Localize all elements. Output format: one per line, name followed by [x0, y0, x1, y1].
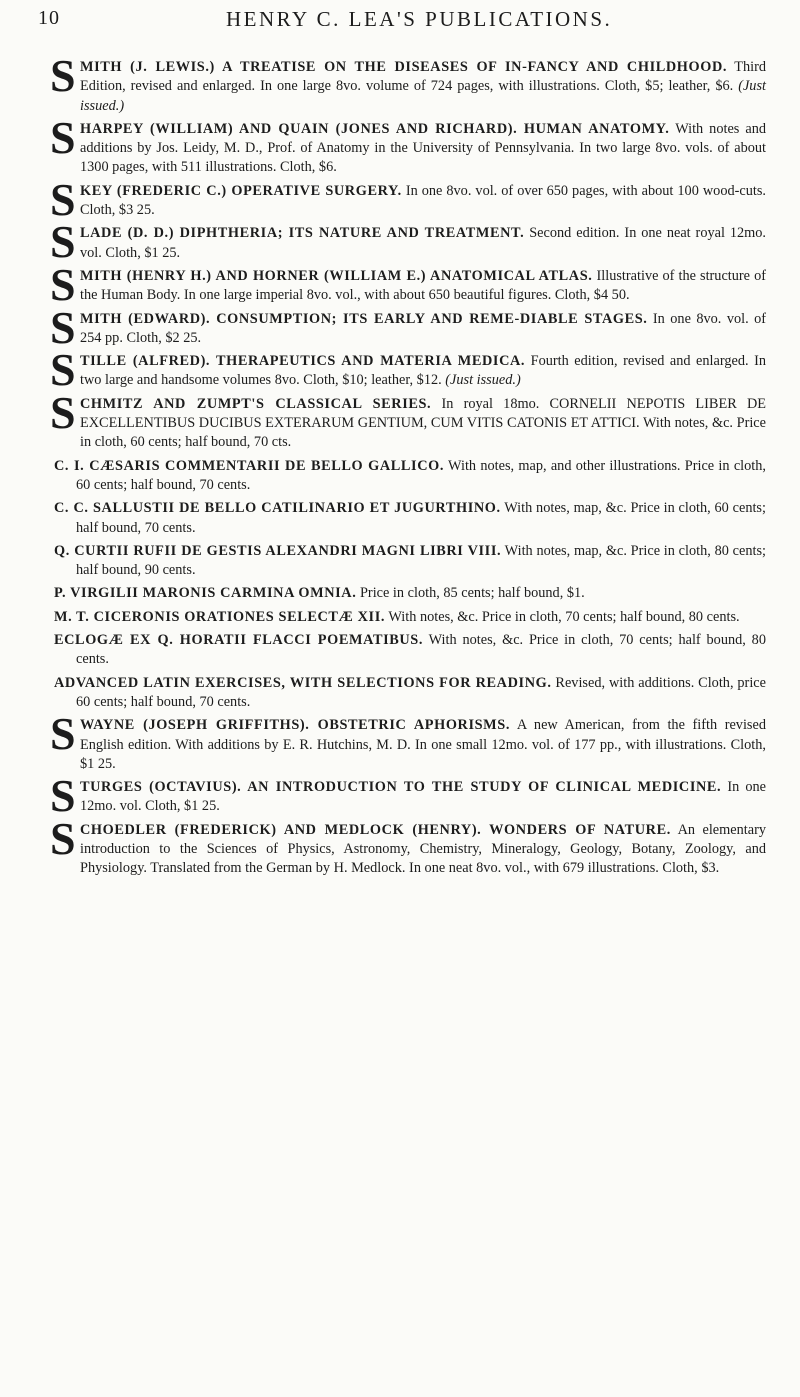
catalog-entry: [50, 770, 766, 822]
entry-heading: KEY (FREDERIC C.) OPERATIVE SURGERY.: [80, 182, 402, 199]
entry-heading: TURGES (OCTAVIUS). AN INTRODUCTION TO THE STUDY OF CLINICAL MEDICINE.: [80, 779, 722, 796]
running-header: [38, 7, 766, 37]
entry-description: In royal 18mo. CORNELII NEPOTIS LIBER DE EXCELLENTIBUS DUCIBUS EXTERARUM GENTIUM, CUM VITIS CATONIS ET ATTICI. With notes, &c. Price in cloth, 60 cents; half bound, 70 cts.: [80, 395, 767, 451]
sub-entry-description: Price in cloth, 85 cents; half bound, $1.: [359, 585, 585, 602]
entry-text: [80, 224, 766, 263]
catalog-entry: [50, 812, 766, 879]
catalog-entry: [50, 173, 766, 225]
sub-entry-heading: P. VIRGILII MARONIS CARMINA OMNIA.: [54, 585, 357, 602]
drop-cap: S: [50, 173, 76, 225]
sub-entry-heading: Q. CURTII RUFII DE GESTIS ALEXANDRI MAGNI LIBRI VIII.: [54, 542, 502, 559]
entry-heading: HARPEY (WILLIAM) AND QUAIN (JONES AND RICHARD). HUMAN ANATOMY.: [80, 120, 670, 137]
entry-text: [80, 182, 766, 221]
entry-text: [80, 310, 766, 349]
entry-note: (Just issued.): [80, 78, 766, 114]
entry-note: (Just issued.): [445, 372, 521, 389]
sub-entry-description: With notes, map, &c. Price in cloth, 60 cents; half bound, 70 cents.: [76, 500, 766, 536]
entry-description: In one 12mo. vol. Cloth, $1 25.: [80, 779, 766, 815]
catalog-listing: [50, 50, 767, 883]
entry-heading: CHOEDLER (FREDERICK) AND MEDLOCK (HENRY). WONDERS OF NATURE.: [80, 821, 671, 838]
entry-description: Illustrative of the structure of the Human Body. In one large imperial 8vo. vol., with about 650 beautiful figures. Cloth, $4 50.: [80, 267, 766, 304]
entry-description: In one 8vo. vol. of 254 pp. Cloth, $2 25.: [80, 310, 767, 346]
series-sub-entry: [54, 542, 766, 581]
series-sub-entry: [54, 457, 766, 496]
entry-text: [80, 58, 766, 116]
series-sub-entry: [54, 584, 766, 603]
catalog-entry: [50, 344, 767, 396]
entry-text: [80, 120, 766, 178]
series-sub-entry: [54, 499, 766, 538]
entry-description: Fourth edition, revised and enlarged. In two large and handsome volumes 8vo. Cloth, $10; leather, $12.: [80, 353, 767, 389]
entry-heading: CHMITZ AND ZUMPT'S CLASSICAL SERIES.: [80, 395, 432, 412]
catalog-entry: [50, 216, 766, 268]
catalog-entry: [50, 258, 766, 310]
entry-heading: WAYNE (JOSEPH GRIFFITHS). OBSTETRIC APHORISMS.: [80, 717, 511, 734]
entry-description: With notes and additions by Jos. Leidy, M. D., Prof. of Anatomy in the University of Pennsylvania. In two large 8vo. vols. of about 1300 pages, with 511 illustrations. Cloth, $6.: [80, 120, 766, 176]
entry-heading: MITH (J. LEWIS.) A TREATISE ON THE DISEASES OF IN-FANCY AND CHILDHOOD.: [80, 59, 728, 75]
running-title: HENRY C. LEA'S PUBLICATIONS.: [226, 7, 613, 31]
entry-text: [80, 267, 766, 306]
entry-description: An elementary introduction to the Sciences of Physics, Astronomy, Chemistry, Mineralogy, Geology, Botany, Zoology, and Physiology. Translated from the German by H. Medlock. In one neat 8vo. vol., with 679 illustrations. Cloth, $3.: [80, 821, 766, 877]
sub-entry-heading: C. I. CÆSARIS COMMENTARII DE BELLO GALLICO.: [54, 457, 445, 474]
entry-description: Second edition. In one neat royal 12mo. vol. Cloth, $1 25.: [80, 225, 766, 261]
drop-cap: S: [50, 111, 76, 163]
series-sub-entry: [54, 674, 766, 713]
catalog-entry: [50, 386, 767, 453]
drop-cap: S: [50, 386, 76, 438]
entry-heading: MITH (EDWARD). CONSUMPTION; ITS EARLY AND REME-DIABLE STAGES.: [80, 310, 648, 327]
entry-description: Third Edition, revised and enlarged. In one large 8vo. volume of 724 pages, with illustrations. Cloth, $5; leather, $6.: [80, 59, 766, 95]
drop-cap: S: [50, 812, 76, 864]
drop-cap: S: [50, 50, 76, 101]
entry-description: A new American, from the fifth revised English edition. With additions by E. R. Hutchins, M. D. In one small 12mo. vol. of 177 pp., with illustrations. Cloth, $1 25.: [80, 717, 766, 772]
sub-entry-description: Revised, with additions. Cloth, price 60 cents; half bound, 70 cents.: [76, 674, 766, 710]
sub-entry-heading: ADVANCED LATIN EXERCISES, WITH SELECTIONS FOR READING.: [54, 674, 552, 691]
entry-text: [80, 352, 766, 391]
entry-heading: TILLE (ALFRED). THERAPEUTICS AND MATERIA MEDICA.: [80, 353, 526, 370]
series-sub-entry: [54, 608, 766, 627]
entry-text: [80, 821, 766, 879]
catalog-entry: [50, 50, 766, 116]
sub-entry-description: With notes, &c. Price in cloth, 70 cents; half bound, 80 cents.: [388, 608, 740, 625]
sub-entry-heading: C. C. SALLUSTII DE BELLO CATILINARIO ET JUGURTHINO.: [54, 500, 501, 517]
drop-cap: S: [50, 258, 76, 310]
entry-text: [80, 395, 766, 453]
page-number: 10: [38, 7, 60, 29]
sub-entry-heading: ECLOGÆ EX Q. HORATII FLACCI POEMATIBUS.: [54, 632, 424, 649]
entry-text: [80, 778, 766, 817]
catalog-entry: [50, 708, 766, 774]
entry-heading: MITH (HENRY H.) AND HORNER (WILLIAM E.) ANATOMICAL ATLAS.: [80, 267, 593, 284]
sub-entry-description: With notes, map, &c. Price in cloth, 80 cents; half bound, 90 cents.: [76, 542, 766, 579]
entry-heading: LADE (D. D.) DIPHTHERIA; ITS NATURE AND TREATMENT.: [80, 225, 525, 242]
drop-cap: S: [50, 344, 76, 396]
entry-text: [80, 716, 766, 774]
sub-entry-description: With notes, &c. Price in cloth, 70 cents; half bound, 80 cents.: [76, 632, 766, 668]
drop-cap: S: [50, 301, 76, 353]
drop-cap: S: [50, 708, 76, 760]
catalog-entry: [50, 111, 766, 178]
catalog-entry: [50, 301, 767, 353]
entry-description: In one 8vo. vol. of over 650 pages, with about 100 wood-cuts. Cloth, $3 25.: [80, 182, 766, 219]
drop-cap: S: [50, 216, 76, 268]
sub-entry-heading: M. T. CICERONIS ORATIONES SELECTÆ XII.: [54, 608, 386, 625]
sub-entry-description: With notes, map, and other illustrations. Price in cloth, 60 cents; half bound, 70 cents.: [76, 457, 766, 493]
drop-cap: S: [50, 770, 76, 822]
series-sub-entry: [54, 631, 766, 670]
